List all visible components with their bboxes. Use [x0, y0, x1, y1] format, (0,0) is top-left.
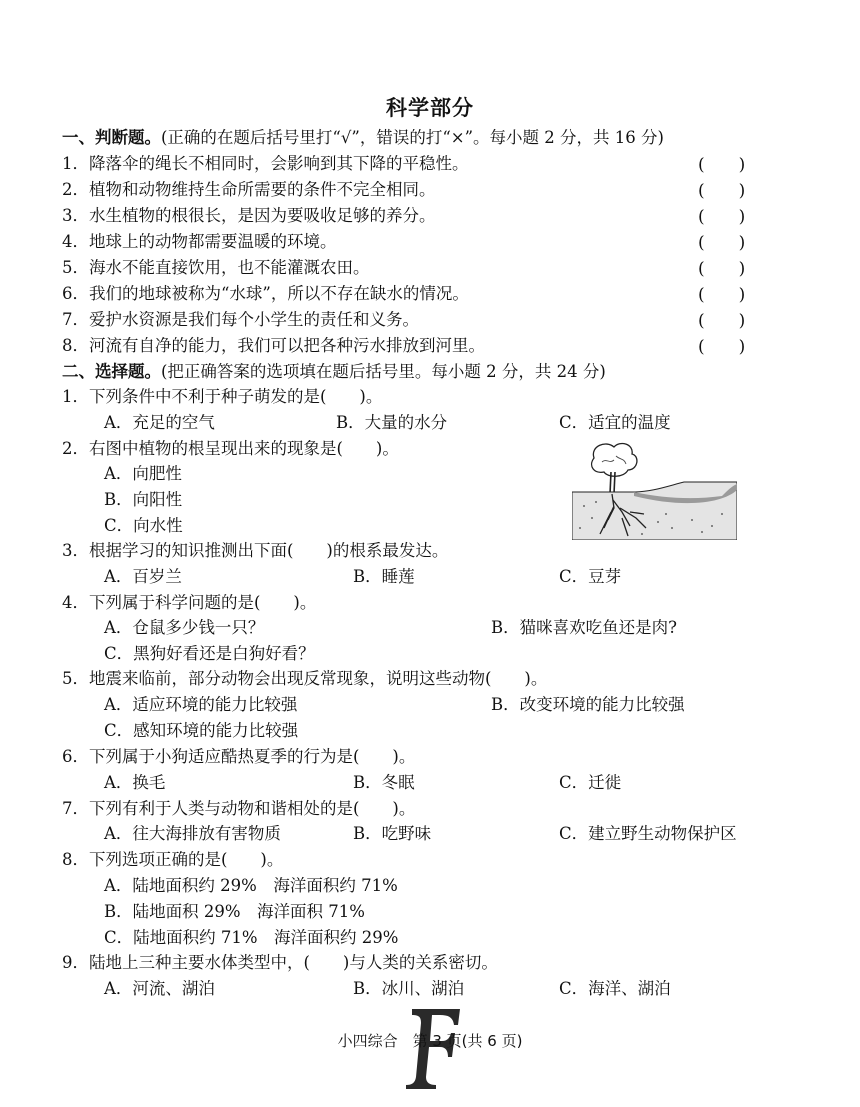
item-number: 8．: [62, 336, 89, 355]
option-b[interactable]: B．猫咪喜欢吃鱼还是肉?: [491, 618, 677, 637]
judge-item-2: [62, 176, 436, 200]
option-b[interactable]: B．冰川、湖泊: [353, 979, 465, 998]
item-number: 5．: [62, 258, 89, 277]
option-c[interactable]: C．陆地面积约 71% 海洋面积约 29%: [104, 928, 399, 947]
question-6-stem: 6．下列属于小狗适应酷热夏季的行为是( )。: [62, 747, 416, 766]
judge-item-3: [62, 202, 436, 226]
item-text: 我们的地球被称为“水球”，所以不存在缺水的情况。: [89, 284, 469, 303]
question-9-stem: 9．陆地上三种主要水体类型中，( )与人类的关系密切。: [62, 953, 498, 972]
item-text: 海水不能直接饮用，也不能灌溉农田。: [89, 258, 370, 277]
page-footer: 小四综合 第 3 页(共 6 页): [337, 1032, 523, 1050]
option-a[interactable]: A．仓鼠多少钱一只？: [104, 618, 265, 637]
answer-blank[interactable]: ( ): [698, 285, 746, 305]
option-a[interactable]: A．百岁兰: [104, 567, 182, 586]
item-text: 植物和动物维持生命所需要的条件不完全相同。: [89, 180, 436, 199]
answer-blank[interactable]: ( ): [698, 311, 746, 331]
item-text: 水生植物的根很长，是因为要吸收足够的养分。: [89, 206, 436, 225]
option-c[interactable]: C．适宜的温度: [559, 413, 671, 432]
option-a[interactable]: A．陆地面积约 29% 海洋面积约 71%: [104, 876, 398, 895]
judge-item-1: [62, 150, 469, 174]
section1-heading: 一、判断题。: [62, 128, 161, 147]
question-1-stem: 1．下列条件中不利于种子萌发的是( )。: [62, 387, 383, 406]
option-b[interactable]: B．冬眠: [353, 773, 415, 792]
page-title: 科学部分: [386, 96, 474, 120]
question-2-stem: 2．右图中植物的根呈现出来的现象是( )。: [62, 439, 399, 458]
option-a[interactable]: A．适应环境的能力比较强: [104, 695, 298, 714]
option-a[interactable]: A．向肥性: [104, 464, 182, 483]
option-b[interactable]: B．向阳性: [104, 490, 183, 509]
option-c[interactable]: C．向水性: [104, 516, 183, 535]
answer-blank[interactable]: ( ): [698, 233, 746, 253]
judge-item-7: [62, 306, 419, 330]
item-text: 地球上的动物都需要温暖的环境。: [89, 232, 337, 251]
option-b[interactable]: B．陆地面积 29% 海洋面积 71%: [104, 902, 365, 921]
option-a[interactable]: A．充足的空气: [104, 413, 215, 432]
judge-item-4: [62, 228, 337, 252]
option-c[interactable]: C．建立野生动物保护区: [559, 824, 737, 843]
option-c[interactable]: C．黑狗好看还是白狗好看？: [104, 644, 315, 663]
option-b[interactable]: B．睡莲: [353, 567, 415, 586]
item-text: 爱护水资源是我们每个小学生的责任和义务。: [89, 310, 419, 329]
option-c[interactable]: C．海洋、湖泊: [559, 979, 671, 998]
option-c[interactable]: C．豆芽: [559, 567, 622, 586]
option-b[interactable]: B．吃野味: [353, 824, 432, 843]
item-number: 2．: [62, 180, 89, 199]
section1-instruction: (正确的在题后括号里打“√”，错误的打“×”。每小题 2 分，共 16 分): [161, 128, 664, 147]
question-5-stem: 5．地震来临前，部分动物会出现反常现象，说明这些动物( )。: [62, 669, 548, 688]
item-number: 1．: [62, 154, 89, 173]
question-7-stem: 7．下列有利于人类与动物和谐相处的是( )。: [62, 799, 416, 818]
question-8-stem: 8．下列选项正确的是( )。: [62, 850, 284, 869]
section2-heading: 二、选择题。: [62, 362, 161, 381]
item-text: 降落伞的绳长不相同时，会影响到其下降的平稳性。: [89, 154, 469, 173]
item-number: 6．: [62, 284, 89, 303]
section1-header: [62, 124, 664, 148]
judge-item-8: [62, 332, 485, 356]
plant-root-figure: [572, 438, 737, 540]
answer-blank[interactable]: ( ): [698, 181, 746, 201]
item-text: 河流有自净的能力，我们可以把各种污水排放到河里。: [89, 336, 485, 355]
answer-blank[interactable]: ( ): [698, 207, 746, 227]
section2-header: [62, 358, 606, 382]
item-number: 4．: [62, 232, 89, 251]
option-b[interactable]: B．改变环境的能力比较强: [491, 695, 685, 714]
answer-blank[interactable]: ( ): [698, 259, 746, 279]
option-a[interactable]: A．往大海排放有害物质: [104, 824, 281, 843]
section2-instruction: (把正确答案的选项填在题后括号里。每小题 2 分，共 24 分): [161, 362, 606, 381]
question-4-stem: 4．下列属于科学问题的是( )。: [62, 593, 317, 612]
option-a[interactable]: A．河流、湖泊: [104, 979, 215, 998]
option-a[interactable]: A．换毛: [104, 773, 166, 792]
option-b[interactable]: B．大量的水分: [336, 413, 448, 432]
option-c[interactable]: C．感知环境的能力比较强: [104, 721, 299, 740]
question-3-stem: 3．根据学习的知识推测出下面( )的根系最发达。: [62, 541, 449, 560]
answer-blank[interactable]: ( ): [698, 337, 746, 357]
judge-item-5: [62, 254, 370, 278]
answer-blank[interactable]: ( ): [698, 155, 746, 175]
item-number: 3．: [62, 206, 89, 225]
item-number: 7．: [62, 310, 89, 329]
option-c[interactable]: C．迁徙: [559, 773, 622, 792]
judge-item-6: [62, 280, 469, 304]
